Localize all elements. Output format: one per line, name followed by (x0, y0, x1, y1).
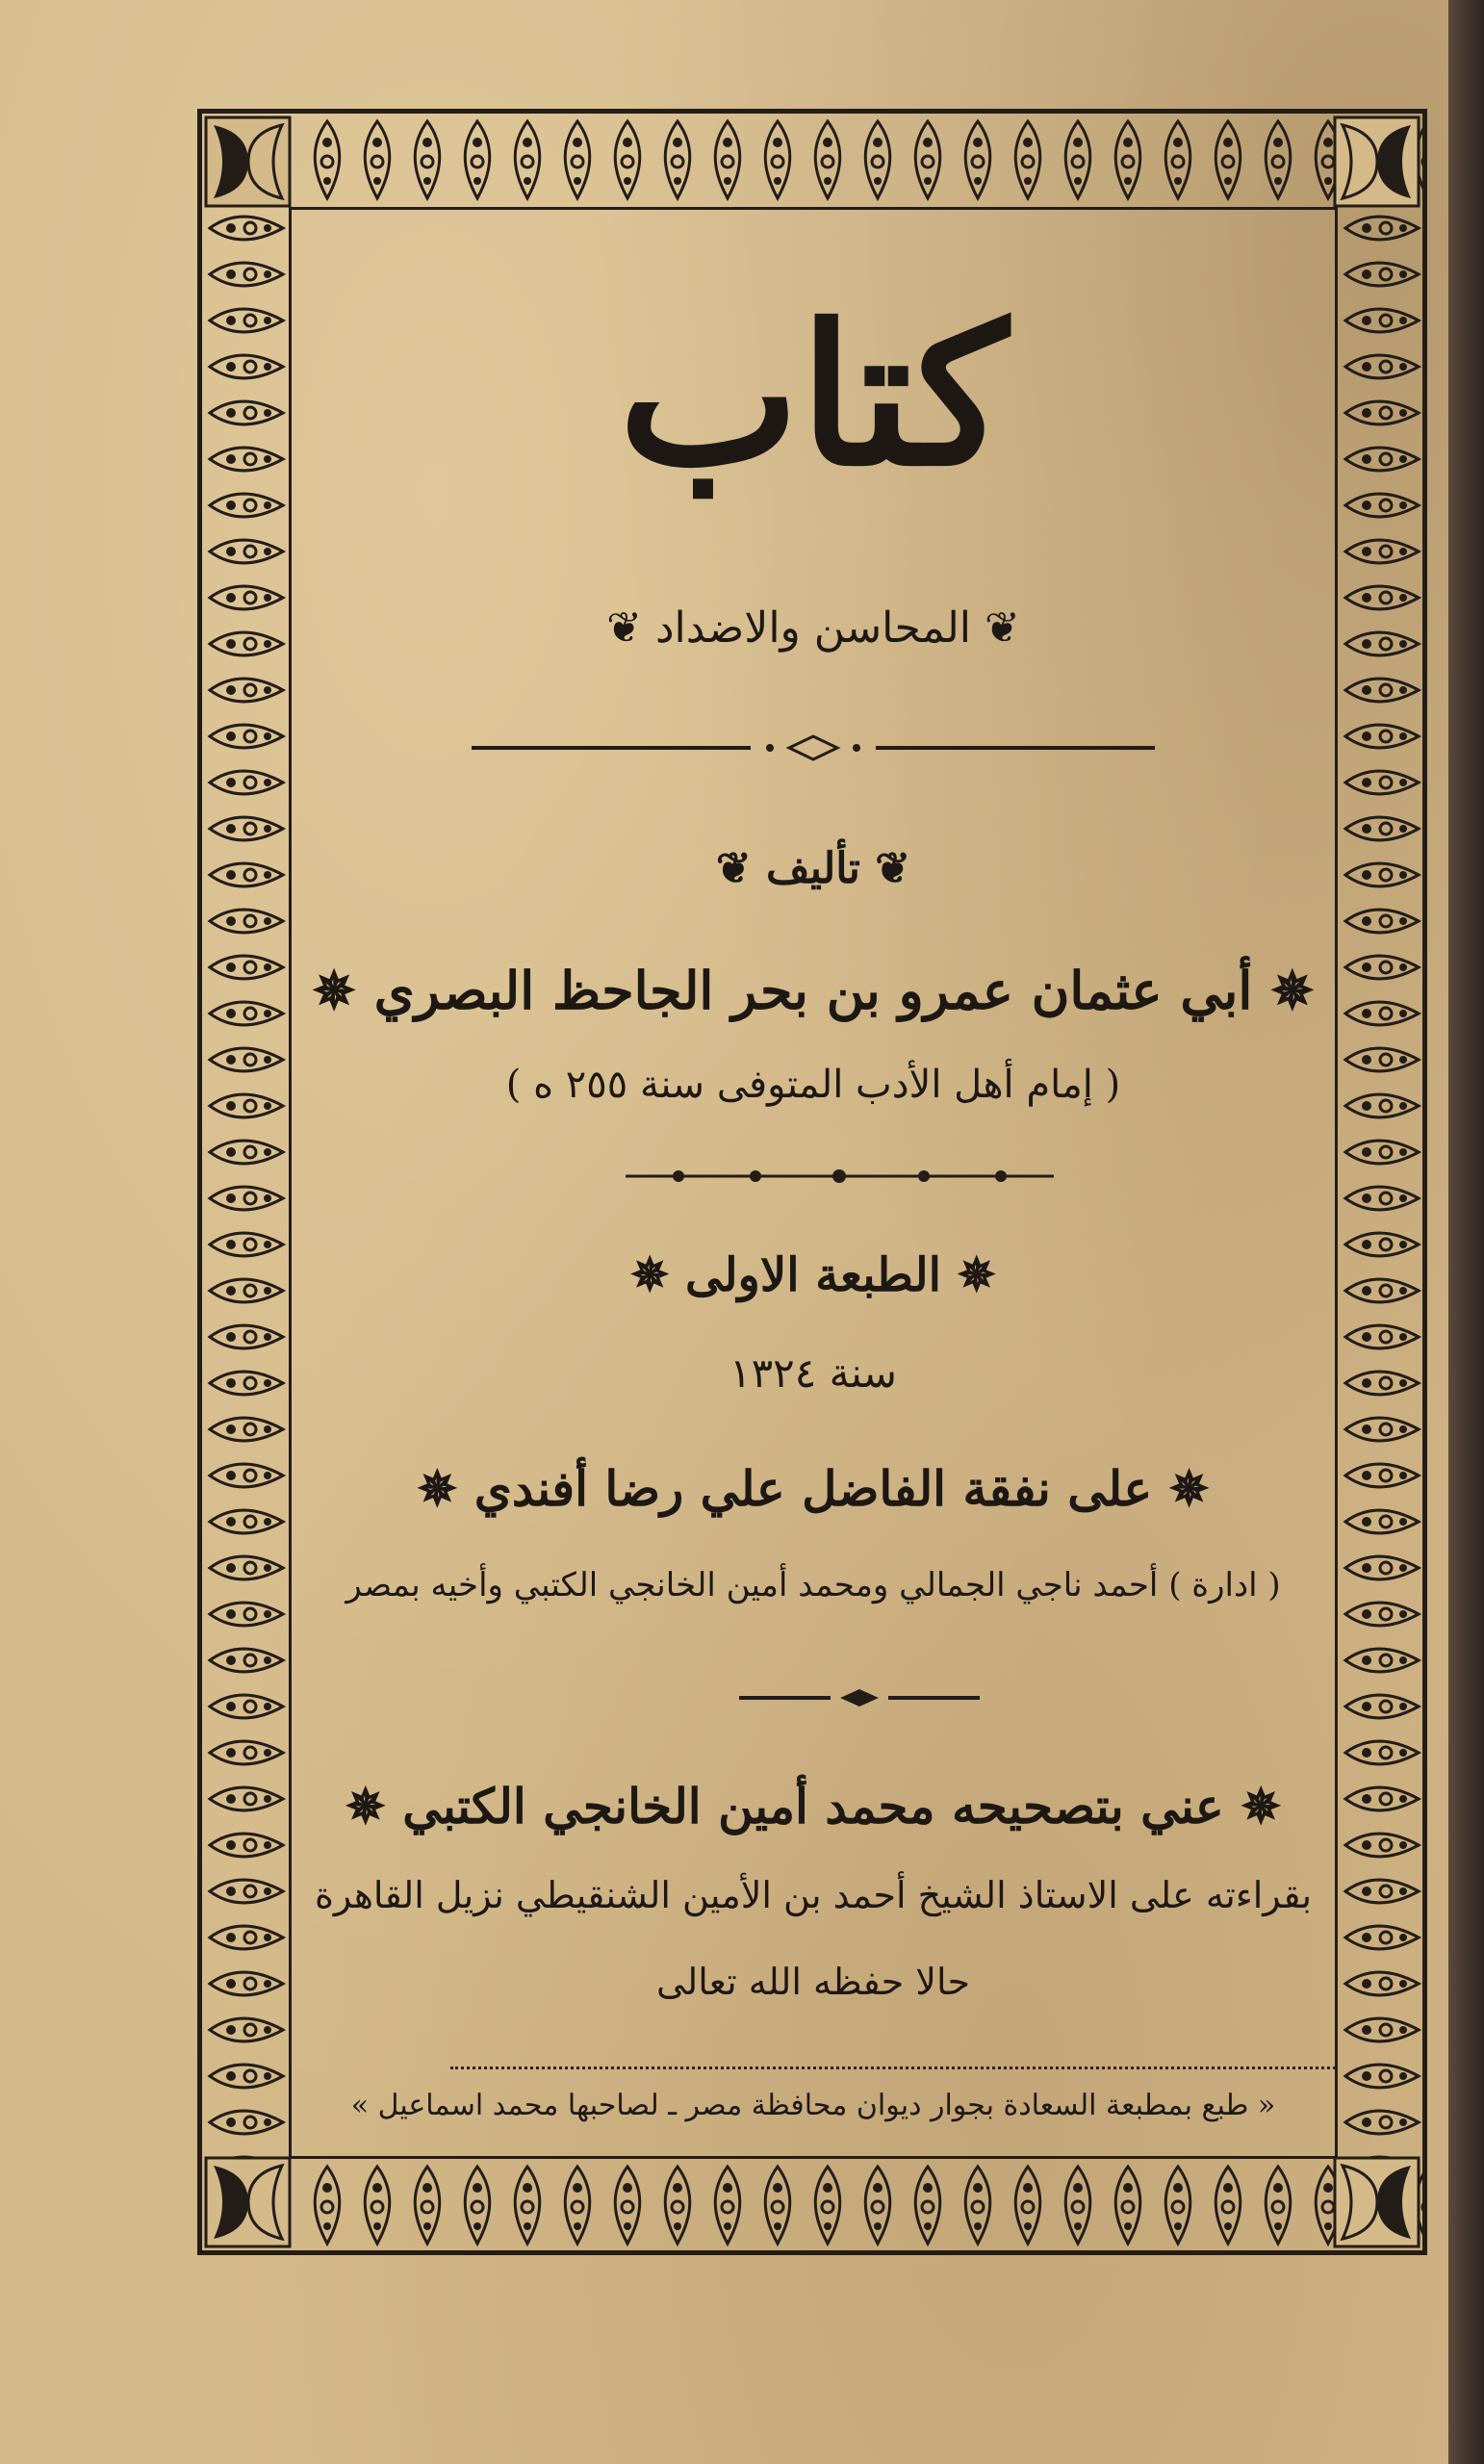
printer-colophon: « طبع بمطبعة السعادة بجوار ديوان محافظة مصر ـ لصاحبها محمد اسماعيل » (350, 2089, 1276, 2122)
author-name (306, 960, 1320, 1021)
corner-ornament-top-right (1331, 114, 1422, 210)
fleuron-icon: ❦ (715, 844, 767, 893)
authorship-label (306, 844, 1320, 893)
star-icon: ✵ (417, 1460, 474, 1517)
correction-text: عني بتصحيحه محمد أمين الخانجي الكتبي (402, 1778, 1224, 1835)
funding-line (306, 1460, 1320, 1517)
reading-line: بقراءته على الاستاذ الشيخ أحمد بن الأمين الشنقيطي نزيل القاهرة (314, 1874, 1313, 1916)
administration-line: ( ادارة ) أحمد ناجي الجمالي ومحمد أمين الخانجي الكتبي وأخيه بمصر (345, 1566, 1281, 1604)
divider-ornament (472, 733, 1155, 762)
corner-ornament-bottom-left (202, 2154, 294, 2250)
book-title: كتاب (618, 283, 1009, 509)
bottom-ornament-band (202, 2159, 1422, 2250)
book-subtitle (306, 603, 1320, 653)
corner-ornament-top-left (202, 114, 294, 210)
edition-label (306, 1248, 1320, 1302)
right-ornament-band (1338, 205, 1422, 2159)
author-name-text: أبي عثمان عمرو بن بحر الجاحظ البصري (373, 960, 1253, 1021)
title-page-content (306, 223, 1320, 2141)
fleuron-icon: ❦ (859, 844, 911, 893)
star-icon: ✵ (312, 960, 374, 1021)
blessing-line: حالا حفظه الله تعالى (655, 1961, 971, 2003)
authorship-label-text: تأليف (766, 844, 860, 893)
star-icon: ✵ (630, 1248, 686, 1302)
edition-label-text: الطبعة الاولى (685, 1248, 941, 1302)
star-icon: ✵ (1223, 1778, 1282, 1835)
divider-ornament (739, 1686, 980, 1709)
fleuron-icon: ❦ (971, 603, 1020, 653)
top-ornament-band (202, 114, 1422, 205)
dotted-divider (450, 2066, 1336, 2069)
edition-year: سنة ١٣٢٤ (729, 1349, 897, 1397)
correction-line (306, 1778, 1320, 1835)
star-icon: ✵ (1152, 1460, 1210, 1517)
book-spine-edge (1448, 0, 1484, 2464)
star-icon: ✵ (940, 1248, 996, 1302)
left-ornament-band (202, 205, 289, 2159)
author-note: ( إمام أهل الأدب المتوفى سنة ٢٥٥ ه ) (505, 1063, 1121, 1107)
corner-ornament-bottom-right (1331, 2154, 1422, 2250)
star-icon: ✵ (1252, 960, 1315, 1021)
star-icon: ✵ (345, 1778, 403, 1835)
subtitle-text: المحاسن والاضداد (654, 603, 972, 653)
divider-ornament (626, 1162, 1054, 1191)
fleuron-icon: ❦ (606, 603, 655, 653)
funding-text: على نفقة الفاضل علي رضا أفندي (473, 1460, 1153, 1517)
